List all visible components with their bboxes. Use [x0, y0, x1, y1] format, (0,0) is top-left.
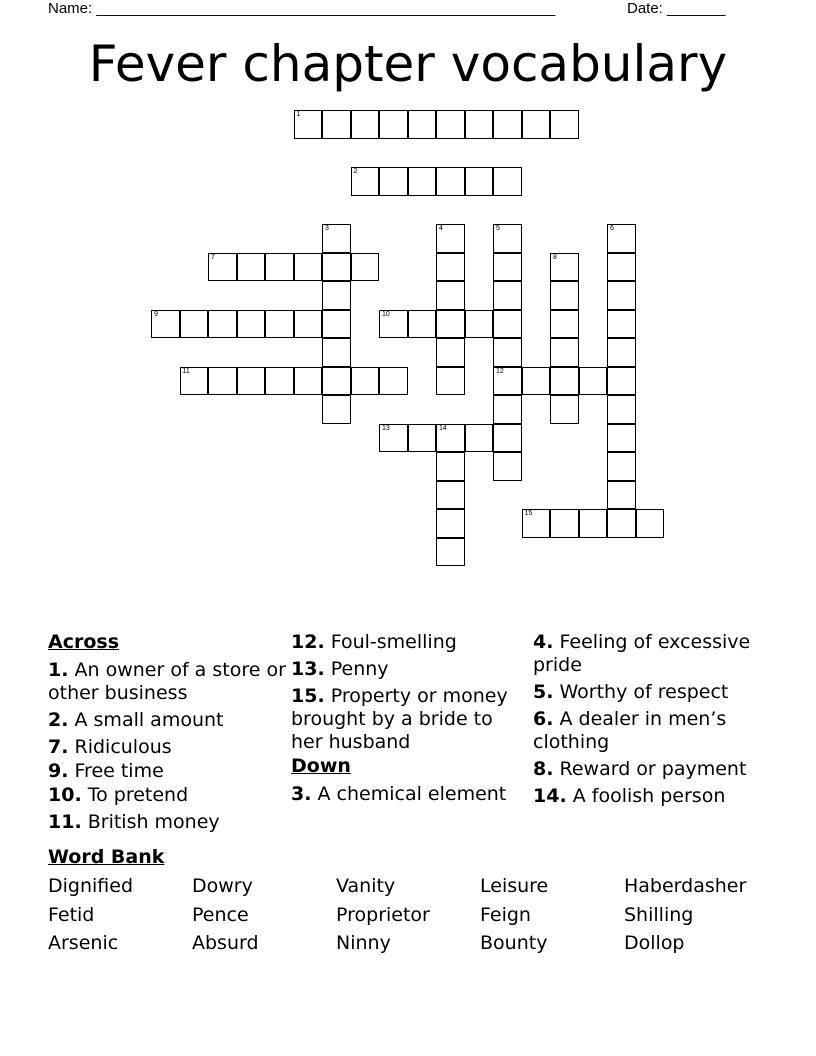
crossword-cell[interactable]	[436, 452, 465, 481]
crossword-cell[interactable]	[408, 167, 437, 196]
crossword-cell[interactable]	[550, 509, 579, 538]
crossword-cell[interactable]	[436, 509, 465, 538]
crossword-cell[interactable]	[550, 367, 579, 396]
word-bank-word: Shilling	[624, 904, 694, 926]
crossword-cell[interactable]	[465, 310, 494, 339]
crossword-cell[interactable]	[436, 167, 465, 196]
crossword-cell[interactable]	[351, 367, 380, 396]
word-bank-word: Haberdasher	[624, 875, 747, 897]
across-heading: Across	[48, 631, 120, 653]
down-clue: 8. Reward or payment	[533, 758, 747, 780]
cell-number: 2	[353, 168, 358, 175]
word-bank-word: Dignified	[48, 875, 134, 897]
crossword-cell[interactable]	[436, 338, 465, 367]
crossword-cell[interactable]	[493, 367, 522, 396]
down-clue: 14. A foolish person	[533, 785, 726, 807]
cell-number: 13	[382, 424, 390, 432]
crossword-cell[interactable]	[436, 110, 465, 139]
cell-number: 6	[610, 225, 614, 232]
crossword-cell[interactable]	[322, 253, 351, 282]
clues-column-2	[291, 631, 516, 810]
crossword-cell[interactable]	[322, 367, 351, 396]
crossword-cell[interactable]	[493, 281, 522, 310]
crossword-cell[interactable]	[550, 310, 579, 339]
cell-number: 4	[439, 225, 443, 232]
cell-number: 11	[182, 367, 190, 375]
across-clue: 11. British money	[48, 811, 220, 833]
crossword-cell[interactable]	[379, 110, 408, 139]
word-bank-word: Dollop	[624, 932, 685, 954]
clues-column-3	[533, 631, 763, 812]
crossword-cell[interactable]	[294, 253, 323, 282]
crossword-cell[interactable]	[550, 338, 579, 367]
across-clue: 10. To pretend	[48, 784, 189, 806]
crossword-cell[interactable]	[237, 310, 266, 339]
down-clue: 3. A chemical element	[291, 783, 507, 805]
crossword-cell[interactable]	[465, 110, 494, 139]
name-line: Name: _______________________________________________________	[48, 0, 556, 17]
crossword-cell[interactable]	[607, 481, 636, 510]
crossword-cell[interactable]	[322, 310, 351, 339]
crossword-cell[interactable]	[436, 281, 465, 310]
crossword-cell[interactable]	[493, 167, 522, 196]
word-bank-word: Dowry	[192, 875, 253, 897]
down-clue: 5. Worthy of respect	[533, 681, 729, 703]
cell-number: 5	[496, 225, 500, 232]
cell-number: 9	[154, 310, 158, 318]
crossword-cell[interactable]	[379, 167, 408, 196]
down-clue: 4. Feeling of excessive pride	[533, 631, 751, 676]
crossword-cell[interactable]	[436, 538, 465, 567]
crossword-cell[interactable]	[322, 395, 351, 424]
crossword-cell[interactable]	[265, 310, 294, 339]
word-bank-word: Bounty	[480, 932, 548, 954]
word-bank-heading: Word Bank	[48, 846, 165, 868]
crossword-cell[interactable]	[607, 224, 636, 253]
crossword-cell[interactable]	[465, 167, 494, 196]
crossword-cell[interactable]	[436, 424, 465, 453]
crossword-cell[interactable]	[607, 253, 636, 282]
crossword-cell[interactable]	[550, 281, 579, 310]
cell-number: 12	[496, 367, 504, 375]
crossword-cell[interactable]	[436, 310, 465, 339]
crossword-cell[interactable]	[493, 338, 522, 367]
crossword-cell[interactable]	[208, 310, 237, 339]
crossword-cell[interactable]	[607, 395, 636, 424]
crossword-cell[interactable]	[493, 253, 522, 282]
cell-number: 1	[296, 111, 301, 118]
cell-number: 3	[325, 225, 329, 232]
cell-number: 14	[439, 424, 447, 432]
crossword-cell[interactable]	[493, 110, 522, 139]
crossword-cell[interactable]	[294, 310, 323, 339]
crossword-cell[interactable]	[237, 367, 266, 396]
crossword-cell[interactable]	[579, 509, 608, 538]
crossword-cell[interactable]	[265, 253, 294, 282]
cell-number: 15	[524, 510, 533, 517]
word-bank-word: Absurd	[192, 932, 259, 954]
crossword-cell[interactable]	[550, 253, 579, 282]
crossword-cell[interactable]	[493, 395, 522, 424]
word-bank-word: Feign	[480, 904, 531, 926]
word-bank-word: Leisure	[480, 875, 549, 897]
crossword-cell[interactable]	[607, 281, 636, 310]
crossword-cell[interactable]	[322, 224, 351, 253]
crossword-cell[interactable]	[379, 424, 408, 453]
crossword-cell[interactable]	[522, 367, 551, 396]
page-title: Fever chapter vocabulary	[88, 35, 728, 93]
crossword-cell[interactable]	[208, 253, 237, 282]
crossword-cell[interactable]	[408, 424, 437, 453]
crossword-cell[interactable]	[522, 509, 551, 538]
word-bank-word: Fetid	[48, 904, 95, 926]
crossword-cell[interactable]	[322, 338, 351, 367]
crossword-cell[interactable]	[408, 310, 437, 339]
crossword-cell[interactable]	[237, 253, 266, 282]
crossword-cell[interactable]	[493, 224, 522, 253]
crossword-cell[interactable]	[607, 310, 636, 339]
word-bank-word: Arsenic	[48, 932, 119, 954]
word-bank-word: Vanity	[336, 875, 396, 897]
crossword-cell[interactable]	[180, 310, 209, 339]
crossword-cell[interactable]	[379, 310, 408, 339]
crossword-cell[interactable]	[550, 110, 579, 139]
down-clue: 6. A dealer in men’s clothing	[533, 708, 727, 753]
across-clue: 13. Penny	[291, 658, 389, 680]
down-heading: Down	[291, 755, 351, 777]
crossword-cell[interactable]	[436, 481, 465, 510]
crossword-cell[interactable]	[351, 253, 380, 282]
crossword-cell[interactable]	[493, 424, 522, 453]
crossword-cell[interactable]	[607, 367, 636, 396]
crossword-cell[interactable]	[351, 167, 380, 196]
crossword-cell[interactable]	[408, 110, 437, 139]
crossword-cell[interactable]	[294, 367, 323, 396]
crossword-cell[interactable]	[436, 224, 465, 253]
word-bank-word: Ninny	[336, 932, 391, 954]
crossword-cell[interactable]	[493, 310, 522, 339]
crossword-cell[interactable]	[180, 367, 209, 396]
cell-number: 8	[553, 253, 557, 261]
crossword-cell[interactable]	[436, 253, 465, 282]
crossword-cell[interactable]	[607, 424, 636, 453]
date-line: Date: _______	[627, 0, 726, 17]
crossword-cell[interactable]	[351, 110, 380, 139]
crossword-cell[interactable]	[522, 110, 551, 139]
crossword-cell[interactable]	[208, 367, 237, 396]
crossword-cell[interactable]	[465, 424, 494, 453]
crossword-cell[interactable]	[550, 395, 579, 424]
crossword-cell[interactable]	[636, 509, 665, 538]
cell-number: 7	[211, 253, 215, 261]
across-clue: 7. Ridiculous	[48, 736, 172, 758]
crossword-cell[interactable]	[379, 367, 408, 396]
crossword-cell[interactable]	[322, 281, 351, 310]
crossword-cell[interactable]	[294, 110, 323, 139]
word-bank-word: Proprietor	[336, 904, 430, 926]
across-clue: 1. An owner of a store or other business	[48, 659, 286, 704]
crossword-cell[interactable]	[265, 367, 294, 396]
across-clue: 15. Property or money brought by a bride to her husband	[291, 685, 508, 753]
crossword-cell[interactable]	[607, 338, 636, 367]
word-bank-word: Pence	[192, 904, 249, 926]
crossword-cell[interactable]	[607, 452, 636, 481]
crossword-cell[interactable]	[579, 367, 608, 396]
across-clue: 9. Free time	[48, 760, 164, 782]
clues-column-1	[48, 631, 288, 838]
crossword-cell[interactable]	[436, 367, 465, 396]
across-clue: 2. A small amount	[48, 709, 224, 731]
crossword-cell[interactable]	[151, 310, 180, 339]
cell-number: 10	[382, 310, 390, 318]
crossword-cell[interactable]	[607, 509, 636, 538]
across-clue: 12. Foul-smelling	[291, 631, 457, 653]
crossword-cell[interactable]	[493, 452, 522, 481]
crossword-cell[interactable]	[322, 110, 351, 139]
